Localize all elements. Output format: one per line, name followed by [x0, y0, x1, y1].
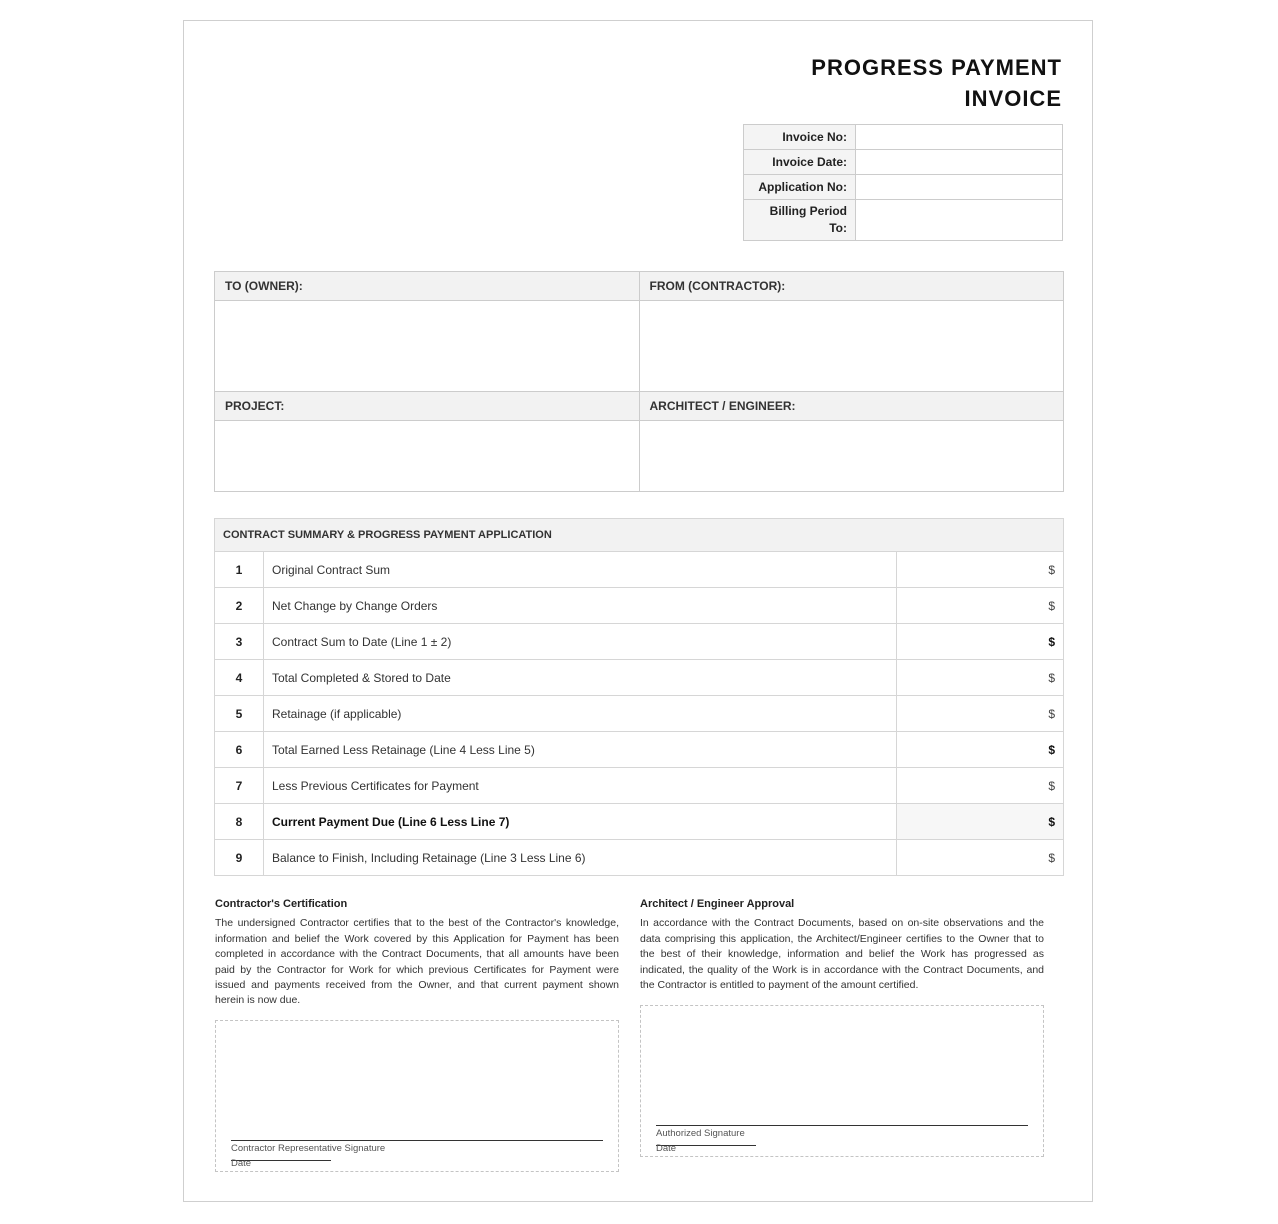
billing-period-label-line-2: To:: [829, 221, 847, 235]
invoice-meta-table: [743, 124, 1063, 241]
architect-approval: [640, 897, 1044, 993]
summary-row-4: [215, 660, 1064, 696]
line-amount-field[interactable]: $: [897, 768, 1064, 804]
architect-approval-heading: Architect / Engineer Approval: [640, 898, 795, 910]
summary-header-row: [215, 519, 1064, 552]
invoice-date-row: [744, 150, 1063, 175]
line-description: Current Payment Due (Line 6 Less Line 7): [264, 804, 897, 840]
invoice-title: [811, 52, 1062, 114]
line-number: 8: [215, 804, 264, 840]
summary-row-7: [215, 768, 1064, 804]
application-no-field[interactable]: [856, 175, 1063, 200]
contractor-cert-text: The undersigned Contractor certifies that to the best of the Contractor's knowledge, information and belief the Work covered by this Application for Payment has been completed in accordance with the Contract Documents, that all amounts have been paid by the Contractor for Work for which previous Certificates for Payment were issued and payments received from the Owner, and that current payment shown herein is now due.: [215, 917, 619, 1007]
contractor-signature-label: Contractor Representative Signature: [231, 1143, 386, 1154]
contractor-label: FROM (CONTRACTOR):: [639, 272, 1064, 301]
line-amount-field[interactable]: $: [897, 624, 1064, 660]
line-description: Total Earned Less Retainage (Line 4 Less Line 5): [264, 732, 897, 768]
architect-signature-box[interactable]: [640, 1005, 1044, 1157]
architect-signature-label: Authorized Signature: [656, 1128, 745, 1139]
invoice-date-label: Invoice Date:: [744, 150, 856, 175]
line-description: Contract Sum to Date (Line 1 ± 2): [264, 624, 897, 660]
summary-row-9: [215, 840, 1064, 876]
line-amount-field[interactable]: $: [897, 696, 1064, 732]
line-number: 5: [215, 696, 264, 732]
line-amount-field[interactable]: $: [897, 552, 1064, 588]
contractor-signature-line: [231, 1140, 603, 1141]
invoice-page: [183, 20, 1093, 1202]
parties-body-row-1: [215, 301, 1064, 392]
line-description: Less Previous Certificates for Payment: [264, 768, 897, 804]
line-description: Net Change by Change Orders: [264, 588, 897, 624]
billing-period-label: [744, 200, 856, 241]
billing-period-label-line-1: Billing Period: [769, 204, 847, 218]
line-description: Total Completed & Stored to Date: [264, 660, 897, 696]
architect-label: ARCHITECT / ENGINEER:: [639, 392, 1064, 421]
invoice-date-field[interactable]: [856, 150, 1063, 175]
owner-label: TO (OWNER):: [215, 272, 640, 301]
line-number: 2: [215, 588, 264, 624]
summary-row-5: [215, 696, 1064, 732]
parties-header-row-1: [215, 272, 1064, 301]
line-description: Original Contract Sum: [264, 552, 897, 588]
invoice-no-row: [744, 125, 1063, 150]
contractor-cert-heading: Contractor's Certification: [215, 898, 348, 910]
contractor-field[interactable]: [639, 301, 1064, 392]
summary-row-1: [215, 552, 1064, 588]
line-description: Retainage (if applicable): [264, 696, 897, 732]
contract-summary-table: [214, 518, 1064, 876]
title-line-1: PROGRESS PAYMENT: [811, 55, 1062, 80]
line-amount-field[interactable]: $: [897, 804, 1064, 840]
application-no-row: [744, 175, 1063, 200]
line-amount-field[interactable]: $: [897, 588, 1064, 624]
line-amount-field[interactable]: $: [897, 840, 1064, 876]
application-no-label: Application No:: [744, 175, 856, 200]
line-number: 9: [215, 840, 264, 876]
contractor-signature-box[interactable]: [215, 1020, 619, 1172]
line-amount-field[interactable]: $: [897, 732, 1064, 768]
billing-period-field[interactable]: [856, 200, 1063, 241]
invoice-no-field[interactable]: [856, 125, 1063, 150]
line-number: 6: [215, 732, 264, 768]
line-number: 7: [215, 768, 264, 804]
invoice-no-label: Invoice No:: [744, 125, 856, 150]
summary-header: CONTRACT SUMMARY & PROGRESS PAYMENT APPLICATION: [215, 519, 1064, 552]
parties-table: [214, 271, 1064, 492]
architect-signature-line: [656, 1125, 1028, 1126]
project-label: PROJECT:: [215, 392, 640, 421]
contractor-certification: [215, 897, 619, 1009]
summary-row-6: [215, 732, 1064, 768]
summary-row-8-current-payment-due: [215, 804, 1064, 840]
line-description: Balance to Finish, Including Retainage (Line 3 Less Line 6): [264, 840, 897, 876]
title-line-2: INVOICE: [964, 86, 1062, 111]
architect-date-label: Date: [656, 1143, 677, 1154]
architect-field[interactable]: [639, 421, 1064, 492]
line-number: 4: [215, 660, 264, 696]
line-number: 3: [215, 624, 264, 660]
parties-body-row-2: [215, 421, 1064, 492]
summary-row-3: [215, 624, 1064, 660]
owner-field[interactable]: [215, 301, 640, 392]
summary-row-2: [215, 588, 1064, 624]
parties-header-row-2: [215, 392, 1064, 421]
line-number: 1: [215, 552, 264, 588]
billing-period-row: [744, 200, 1063, 241]
contractor-date-label: Date: [231, 1158, 252, 1169]
architect-approval-text: In accordance with the Contract Documents, based on on-site observations and the data comprising this application, the Architect/Engineer certifies to the Owner that to the best of their knowledge, information and belief the Work has progressed as indicated, the quality of the Work is in accordance with the Contract Documents, and the Contractor is entitled to payment of the amount certified.: [640, 917, 1044, 992]
project-field[interactable]: [215, 421, 640, 492]
line-amount-field[interactable]: $: [897, 660, 1064, 696]
